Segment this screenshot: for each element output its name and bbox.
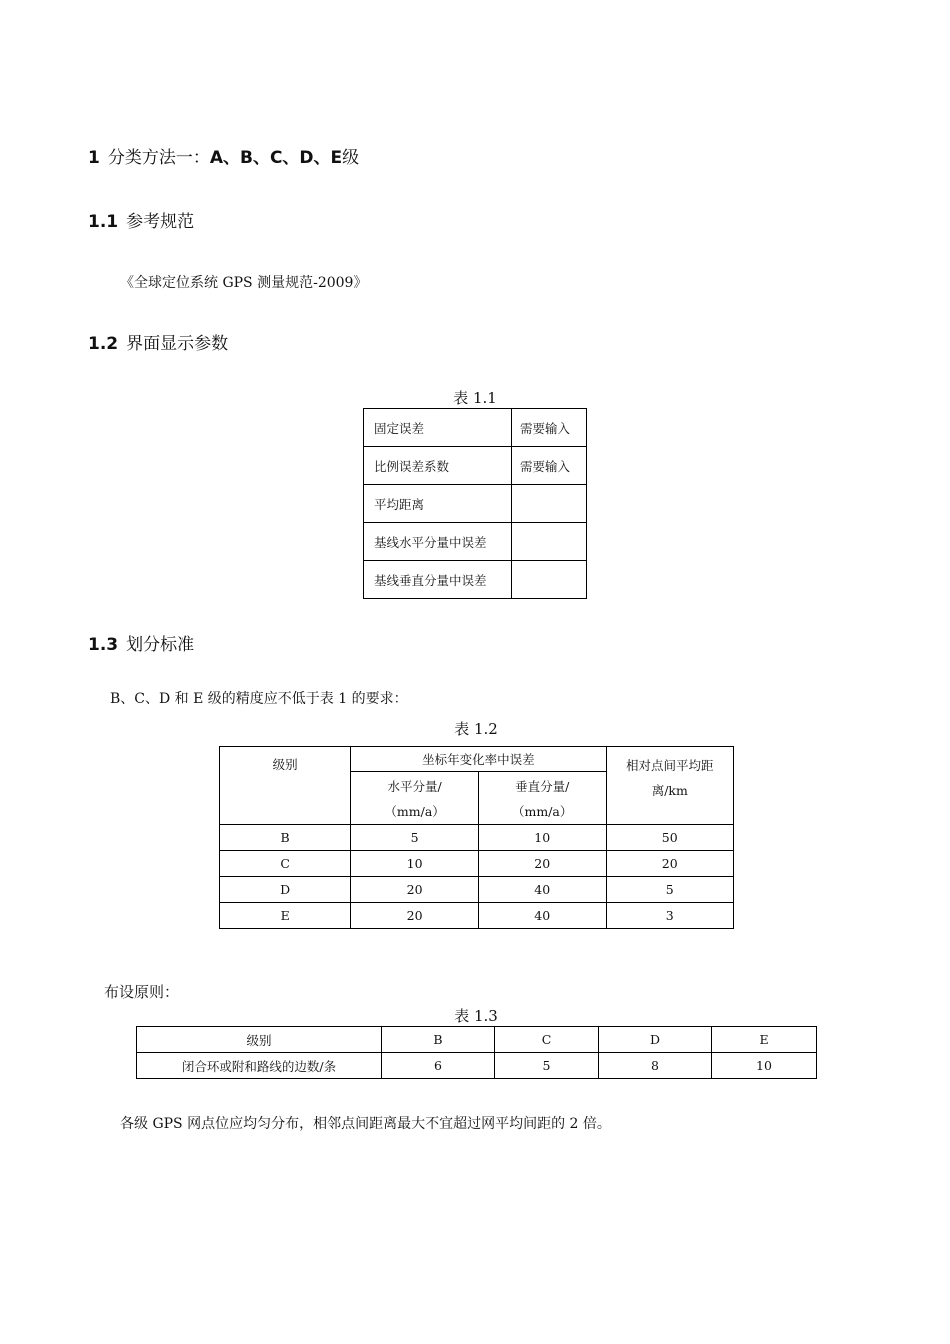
cell-grade-e: 10 <box>712 1053 817 1079</box>
header-distance-line2: 离/km <box>651 783 688 798</box>
section-1-heading <box>88 143 359 168</box>
cell-vertical: 40 <box>478 877 606 903</box>
param-name: 平均距离 <box>364 485 512 523</box>
table-1-3 <box>136 1026 817 1079</box>
section-number: 1.1 <box>88 212 119 232</box>
table-row <box>364 561 587 599</box>
header-horizontal <box>351 772 479 825</box>
cell-horizontal: 20 <box>351 903 479 929</box>
table-row <box>137 1053 817 1079</box>
param-value <box>512 561 587 599</box>
table-row <box>364 523 587 561</box>
section-number: 1 <box>88 148 100 168</box>
section-title-pre: 分类方法一： <box>107 148 210 168</box>
section-title: 参考规范 <box>126 212 195 232</box>
section-1-1-heading <box>88 207 194 232</box>
table-row <box>364 447 587 485</box>
table-1-1-caption: 表 1.1 <box>453 389 497 407</box>
table-row <box>364 409 587 447</box>
table-1-1 <box>363 408 587 599</box>
cell-vertical: 10 <box>478 825 606 851</box>
param-name: 基线水平分量中误差 <box>364 523 512 561</box>
table-row <box>220 903 734 929</box>
cell-level: D <box>220 877 351 903</box>
table-row <box>220 877 734 903</box>
cell-distance: 3 <box>606 903 733 929</box>
cell-horizontal: 5 <box>351 825 479 851</box>
cell-level: B <box>220 825 351 851</box>
table-row <box>220 851 734 877</box>
section-1-3-heading <box>88 630 194 655</box>
table-1-3-caption: 表 1.3 <box>454 1007 498 1025</box>
param-value: 需要输入 <box>512 409 587 447</box>
header-vertical-label: 垂直分量/ <box>515 779 570 794</box>
cell-grade-c: 5 <box>495 1053 599 1079</box>
header-horizontal-label: 水平分量/ <box>387 779 442 794</box>
cell-distance: 5 <box>606 877 733 903</box>
section-number: 1.2 <box>88 334 119 354</box>
section-number: 1.3 <box>88 635 119 655</box>
table-1-2 <box>219 746 734 929</box>
header-grade-d: D <box>599 1027 712 1053</box>
cell-distance: 20 <box>606 851 733 877</box>
header-grade-b: B <box>382 1027 495 1053</box>
param-value <box>512 485 587 523</box>
cell-grade-d: 8 <box>599 1053 712 1079</box>
header-vertical-unit: （mm/a） <box>512 804 573 819</box>
param-name: 比例误差系数 <box>364 447 512 485</box>
section-title-post: 级 <box>342 148 360 168</box>
header-grade-e: E <box>712 1027 817 1053</box>
section-title-grades: A、B、C、D、E <box>209 148 343 168</box>
precision-intro: B、C、D 和 E 级的精度应不低于表 1 的要求： <box>110 691 408 707</box>
param-value: 需要输入 <box>512 447 587 485</box>
table-header-row <box>220 747 734 772</box>
header-distance <box>606 747 733 825</box>
section-1-2-heading <box>88 329 228 354</box>
header-grade-c: C <box>495 1027 599 1053</box>
cell-vertical: 20 <box>478 851 606 877</box>
param-name: 基线垂直分量中误差 <box>364 561 512 599</box>
reference-standard: 《全球定位系统 GPS 测量规范-2009》 <box>120 275 368 291</box>
cell-horizontal: 10 <box>351 851 479 877</box>
table-1-2-caption: 表 1.2 <box>454 720 498 738</box>
section-title: 界面显示参数 <box>126 334 229 354</box>
table-header-row <box>137 1027 817 1053</box>
row-label: 闭合环或附和路线的边数/条 <box>137 1053 382 1079</box>
param-name: 固定误差 <box>364 409 512 447</box>
cell-level: C <box>220 851 351 877</box>
cell-level: E <box>220 903 351 929</box>
header-level: 级别 <box>220 747 351 825</box>
header-level: 级别 <box>137 1027 382 1053</box>
cell-grade-b: 6 <box>382 1053 495 1079</box>
cell-vertical: 40 <box>478 903 606 929</box>
header-distance-line1: 相对点间平均距 <box>626 758 714 773</box>
layout-principles-title: 布设原则： <box>104 983 180 1001</box>
section-title: 划分标准 <box>126 635 195 655</box>
cell-horizontal: 20 <box>351 877 479 903</box>
table-row <box>364 485 587 523</box>
closing-paragraph: 各级 GPS 网点位应均匀分布，相邻点间距离最大不宜超过网平均间距的 2 倍。 <box>120 1116 611 1132</box>
header-vertical <box>478 772 606 825</box>
cell-distance: 50 <box>606 825 733 851</box>
header-horizontal-unit: （mm/a） <box>384 804 445 819</box>
param-value <box>512 523 587 561</box>
table-row <box>220 825 734 851</box>
header-group: 坐标年变化率中误差 <box>351 747 606 772</box>
